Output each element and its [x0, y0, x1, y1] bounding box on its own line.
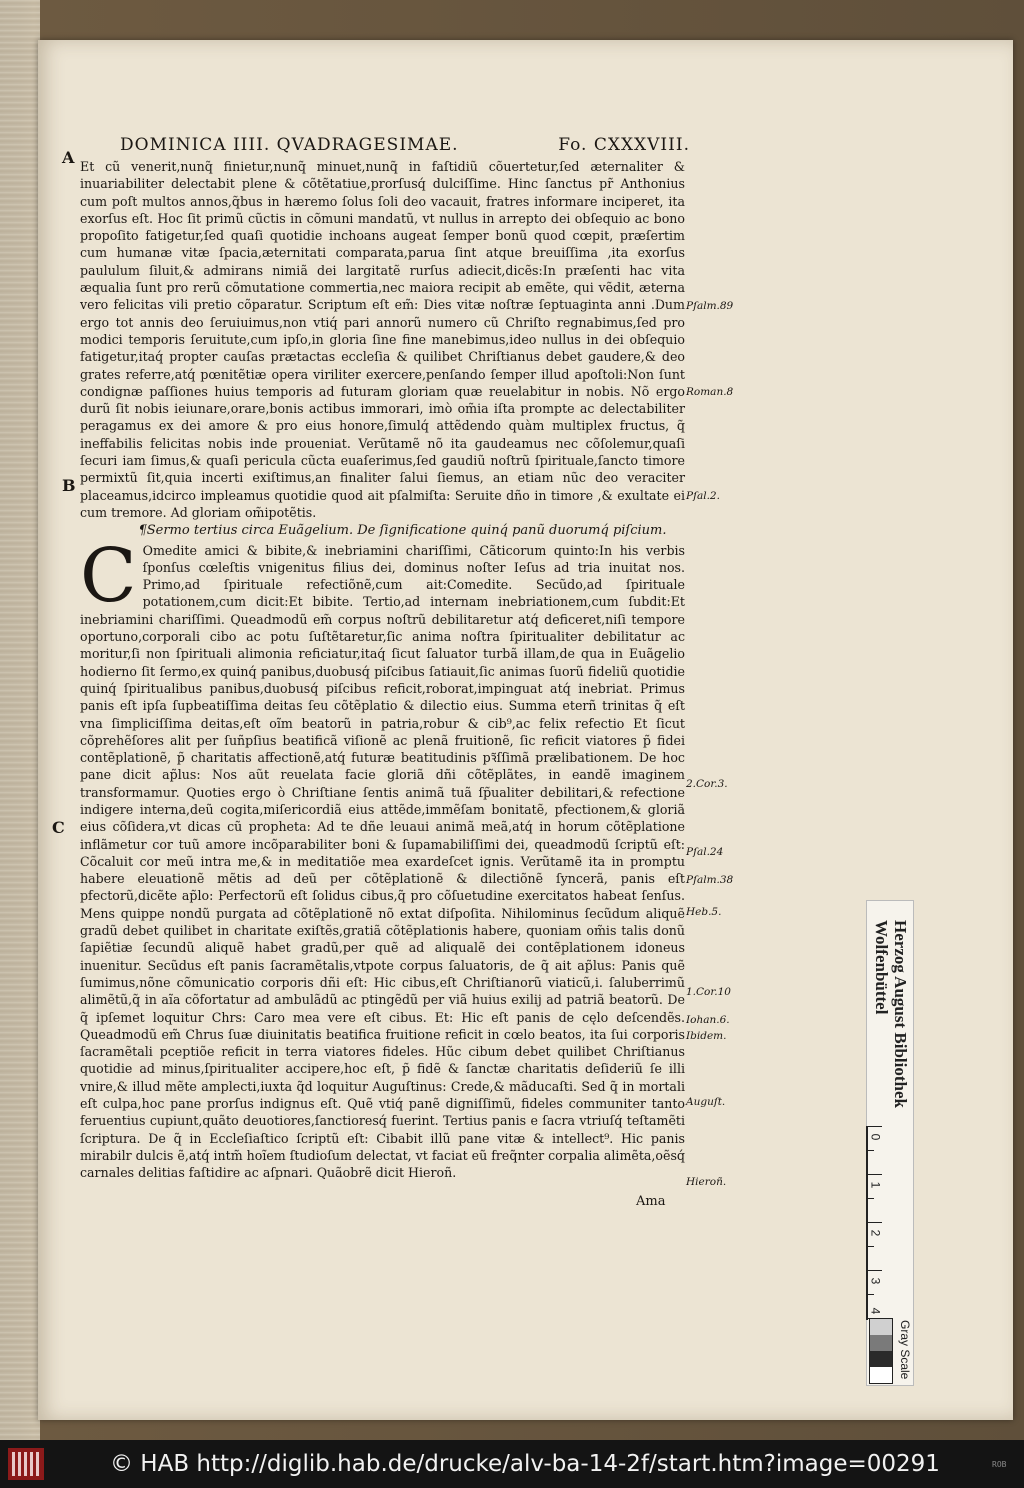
ruler-tick: [868, 1246, 874, 1247]
marginal-note: Pſalm.38: [686, 874, 734, 886]
gray-swatch: [870, 1367, 892, 1383]
ruler-tick: [868, 1150, 874, 1151]
copyright-link[interactable]: © HAB http://diglib.hab.de/drucke/alv-ba-14-2f/start.htm?image=00291: [110, 1451, 940, 1477]
gray-swatch: [870, 1335, 892, 1351]
ruler-label: 2: [868, 1229, 883, 1237]
ruler-label: 1: [868, 1181, 883, 1189]
gray-swatch: [870, 1319, 892, 1335]
ruler-tick: [868, 1198, 874, 1199]
running-head: DOMINICA IIII. QVADRAGESIMAE.: [120, 135, 459, 155]
sermon-heading: ¶Sermo tertius circa Euãgelium. De ſignificatione quinq́ panũ duorumq́ piſcium.: [138, 523, 667, 539]
ruler-tick: [868, 1126, 882, 1127]
folio-number: Fo. CXXXVIII.: [558, 135, 690, 155]
gray-swatch: [870, 1351, 892, 1367]
paragraph-1: Et cũ venerit,nunq̃ finietur,nunq̃ minuet,nunq̃ in faſtidiũ cõuertetur,ſed æternaliter & inuariabiliter delectabit plene & cõtẽtatiue,prorſusq́ dulciſſime. Hinc ſanctus pr̃ Anthonius cum poſt multos annos,q̃bus in hæremo ſolus ſoli deo vacauit, fratres informare inciperet, ita exorſus eſt. Hoc ſit primũ cũctis in cõmuni mandatũ, vt nullus in arrepto dei obſequio ac bono propoſito fatigetur,ſed quaſi quotidie inchoans augeat ſemper bonũ quod cœpit, præſertim cum humanæ vitæ ſpacia,æternitati comparata,parua ſint atque breuiſſima ,ita exorſus paululum ſiluit,& admirans nimiã dei largitatẽ rurſus adiecit,dicẽs:In præſenti hac vita æqualia ſunt pro rerũ cõmutatione commertia,nec maiora recipit ab emẽte, qui vẽdit, æterna vero felicitas vili pretio cõparatur. Scriptum eſt em̃: Dies vitæ noſtræ ſeptuaginta anni .Dum ergo tot annis deo ſeruiuimus,non vtiq́ pari annorũ numero cũ Chriſto regnabimus,ſed pro modici temporis ſeruitute,cum ipſo,in gloria ſine fine manebimus,ideo nullus in dei obſequio fatigetur,itaq́ propter cauſas prætactas eccleſia & quilibet Chriſtianus debet gaudere,& deo grates referre,atq́ pœnitẽtiæ opera viriliter exercere,penſando ſemper illud apoſtoli:Non ſunt condignæ paſſiones huius temporis ad futuram gloriam quæ reuelabitur in nobis. Nõ ergo durũ ſit nobis ieiunare,orare,bonis actibus immorari, imò om̃ia iſta prompte ac delectabiliter peragamus ex dei amore & pro eius honore,ſimulq́ attẽdendo quàm multiplex fructus, q̃ ineffabilis felicitas nobis inde proueniat. Verũtamẽ nõ ita gaudeamus nec cõſolemur,quaſi ſecuri iam ſimus,& quaſi pericula cũcta euaſerimus,ſed gaudiũ noſtrũ ſpirituale,ſancto timore permixtũ ſit,quia incerti exiſtimus,an finaliter ſalui ſiemus, an etiam nũc deo veraciter placeamus,idcirco impleamus quotidie quod ait pſalmiſta: Seruite dño in timore ,& exultate ei cum tremore. Ad gloriam om̃ipotẽtis.: [80, 159, 685, 520]
section-marker-b: B: [62, 476, 76, 495]
library-name-line-1: Herzog August Bibliothek: [891, 920, 910, 1108]
marginal-note: Ibidem.: [686, 1030, 727, 1042]
ruler-tick: [868, 1222, 882, 1223]
paragraph-2: [80, 532, 685, 1182]
gray-scale-swatches: [869, 1318, 893, 1384]
marginal-note: Auguſt.: [686, 1096, 726, 1108]
paragraph-2-text: Omedite amici & bibite,& inebriamini chariſſimi, Cãticorum quinto:In his verbis ſponſus cœleſtis vnigenitus filius dei, dominus noſter Ieſus ad tria inuitat nos. Primo,ad ſpirituale refectiõnẽ,cum ait:Comedite. Secũdo,ad ſpirituale potationem,cum dicit:Et bibite. Tertio,ad internam inebriationem,cum ſubdit:Et inebriamini chariſſimi. Queadmodũ em̃ corpus noſtrũ debilitaretur atq́ deficeret,niſi tempore oportuno,corporali cibo ac potu ſuſtẽtaretur,ſic anima noſtra ſpiritualiter debilitatur ac moritur,ſi non ſpirituali alimonia reficiatur,itaq́ ſicut ſaluator turbã illam,de qua in Euãgelio hodierno ſit ſermo,ex quinq́ panibus,duobusq́ piſcibus ſatiauit,ſic animas ſuorũ fideliũ quotidie quinq́ ſpiritualibus panibus,duobusq́ piſcibus reficit,roborat,impinguat atq́ inebriat. Primus panis eſt ipſa ſupbeatiſſima deitas ſeu cõtẽplatio & dilectio eius. Summa eterñ trinitas q̃ eſt vna ſimpliciſſima deitas,eſt oĩm beatorũ in patria,robur & cib⁹,ac felix refectio Et ſicut cõprehẽſores alit per ſuñpſius beatificã viſionẽ ac plenã fruitionẽ, ſic reficit viatores p̃ fidei contẽplationẽ, p̃ charitatis affectionẽ,atq́ futuræ beatitudinis pꝛ̃ſſimã prælibationem. De hoc pane dicit ap̃lus: Nos aũt reuelata facie gloriã dñi cõtẽplãtes, in eandẽ imaginem transformamur. Quoties ergo ò Chriſtiane ſentis animã tuã ſp̃ualiter debilitari,& refectione indigere interna,deũ cogita,miſericordiã eius attẽde,immẽſam bonitatẽ, pfectionem,& gloriã eius cõſidera,vt dicas cũ propheta: Ad te dñe leuaui animã meã,atq́ in horum cõtẽplatione inflãmetur cor tuũ amore incõparabiliter boni & ſupamabiliſſimi dei, queadmodũ ſcriptũ eſt: Cõcaluit cor meũ intra me,& in meditatiõe mea exardeſcet ignis. Verũtamẽ ita in promptu habere eleuationẽ mẽtis ad deũ per cõtẽplationẽ & dilectiõnẽ ſyncerã, panis eſt pfectorũ,dicẽte ap̃lo: Perfectorũ eſt ſolidus cibus,q̃ pro cõſuetudine exercitatos habeat ſenſus. Mens quippe nondũ purgata ad cõtẽplationẽ nõ extat diſpoſita. Nihilominus ſecũdum aliquẽ gradũ debet quilibet in charitate exiſtẽs,gratiã cõtẽplationis habere, quoniam om̃is talis donũ ſapiẽtiæ ſecundũ aliquẽ habet gradũ,per quẽ ad aliqualẽ dei contẽplationem idoneus inuenitur. Secũdus eſt panis ſacramẽtalis,vtpote corpus ſaluatoris, de q̃ ait ap̃lus: Panis quẽ ſumimus,nõne cõmunicatio corporis dñi eſt: Hic cibus,eſt Chriſtianorũ viaticũ,i. ſaluberrimũ alimẽtũ,q̃ in aĩa cõfortatur ad ambulãdũ ac ptingẽdũ per viã huius exilij ad patriã beatorũ. De q̃ ipſemet loquitur Chrs: Caro mea vere eſt cibus. Et: Hic eſt panis de cęlo deſcendẽs. Queadmodũ em̃ Chrus ſuæ diuinitatis beatifica fruitione reficit in cœlo beatos, ita ſui corporis ſacramẽtali pceptiõe reficit in terra viatores fideles. Hũc cibum debet quilibet Chriſtianus quotidie ad minus,ſpiritualiter accipere,hoc eſt, p̃ fidẽ & ſanctæ charitatis deſideriũ ſe illi vnire,& illud mẽte amplecti,iuxta q̃d loquitur Auguſtinus: Crede,& mãducaſti. Sed q̃ in mortali eſt culpa,hoc pane prorſus indignus eſt. Quẽ vtiq́ panẽ digniſſimũ, fideles communiter tanto feruentius cupiunt,quãto deuotiores,ſanctioresq́ fuerint. Tertius panis e ſacra vtriuſq́ teſtamẽti ſcriptura. De q̃ in Eccleſiaſtico ſcriptũ eſt: Cibabit illũ pane vitæ & intellect⁹. Hic panis mirabilr dulcis ẽ,atq́ intm̃ hoĩem ſtudioſum delectat, vt faciat eũ freq̃nter corpalia alimẽta,oẽsq́ carnales delitias faſtidire ac aſpnari. Quãobrẽ dicit Hieroñ.: [80, 542, 685, 1181]
marginal-note: Heb.5.: [686, 906, 722, 918]
catchword: Ama: [636, 1194, 666, 1209]
hab-logo-icon: [8, 1448, 44, 1480]
ruler-label: 3: [868, 1277, 883, 1285]
scale-ruler: [866, 1126, 890, 1320]
marginal-note: Hieroñ.: [686, 1176, 727, 1188]
main-text-block: [80, 158, 685, 1182]
marginal-note: Pſalm.89: [686, 300, 734, 312]
marginal-note: Pſal.24: [686, 846, 724, 858]
adjacent-page-edge: [0, 0, 40, 1440]
library-name-line-2: Wolfenbüttel: [872, 920, 891, 1015]
ruler-tick: [868, 1174, 882, 1175]
ruler-label: 4: [868, 1307, 883, 1315]
ruler-tick: [868, 1294, 874, 1295]
drop-cap: C: [80, 532, 137, 619]
marginal-note: 1.Cor.10: [686, 986, 731, 998]
marginal-note: 2.Cor.3.: [686, 778, 728, 790]
footer-mark: ROB: [992, 1460, 1007, 1469]
ruler-label: 0: [868, 1133, 883, 1141]
marginal-note: Iohan.6.: [686, 1014, 730, 1026]
gray-scale-label: Gray Scale: [898, 1320, 912, 1380]
section-marker-c: C: [52, 818, 65, 837]
ruler-tick: [868, 1270, 882, 1271]
page-header: [120, 135, 690, 155]
section-marker-a: A: [62, 148, 75, 167]
marginal-note: Pſal.2.: [686, 490, 720, 502]
marginal-note: Roman.8: [686, 386, 734, 398]
